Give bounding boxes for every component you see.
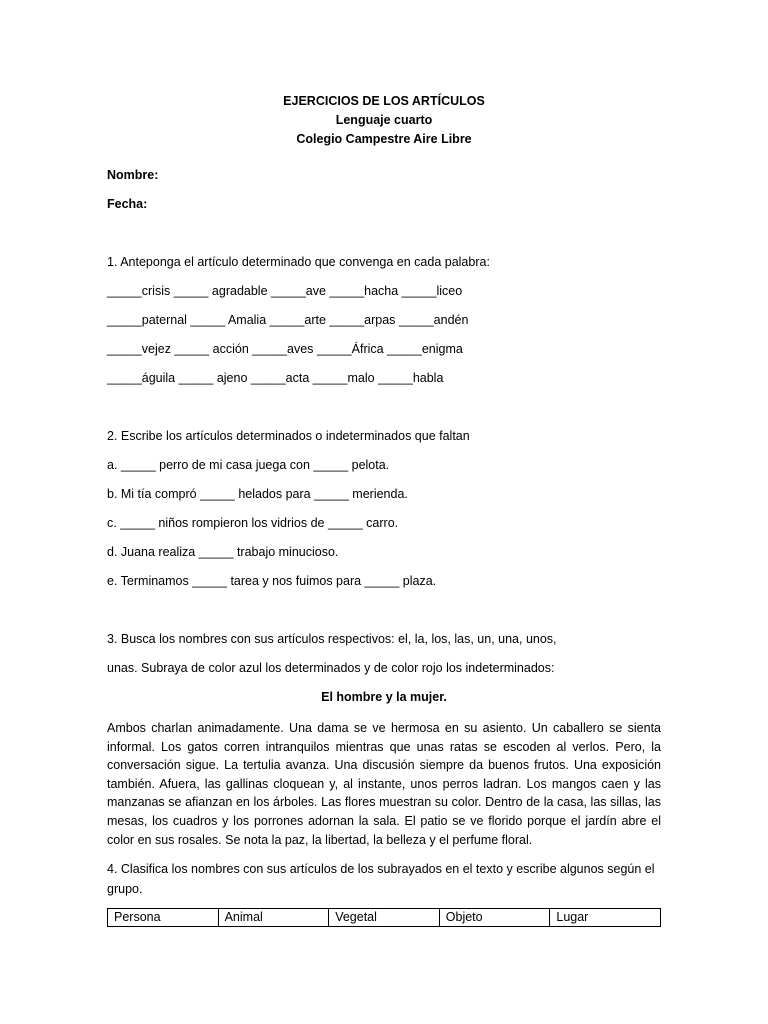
- worksheet-title: EJERCICIOS DE LOS ARTÍCULOS: [283, 94, 485, 108]
- question-2-item: b. Mi tía compró _____ helados para _____ merienda.: [107, 487, 408, 501]
- column-header-animal: Animal: [218, 909, 329, 927]
- question-3-prompt-line-1: 3. Busca los nombres con sus artículos respectivos: el, la, los, las, un, una, unos,: [107, 632, 557, 646]
- table-header-row: [108, 909, 661, 927]
- school-name: Colegio Campestre Aire Libre: [296, 132, 472, 146]
- story-title: El hombre y la mujer.: [321, 690, 447, 704]
- question-4-prompt: 4. Clasifica los nombres con sus artículos de los subrayados en el texto y escribe algunos según el grupo.: [107, 862, 655, 896]
- worksheet-subtitle: Lenguaje cuarto: [335, 113, 433, 127]
- question-1-row: _____vejez _____ acción _____aves _____África _____enigma: [107, 342, 463, 356]
- story-paragraph: Ambos charlan animadamente. Una dama se ve hermosa en su asiento. Un caballero se sienta informal. Los gatos corren intranquilos mientras que unas ratas se escoden al verlos. Pero, la conversación sigue. La tertulia avanza. Una discusión siempre da buenos frutos. Una exposición también. Afuera, las gallinas cloquean y, al instante, unos perros ladran. Los mangos caen y las manzanas se afianzan en los árboles. Las flores muestran su color. Dentro de la casa, las sillas, las mesas, los cuadros y los porrones adornan la sala. El patio se ve florido porque el jardín abre el color en sus rosales. Se nota la paz, la libertad, la belleza y el perfume floral.: [107, 721, 661, 847]
- question-2-item: c. _____ niños rompieron los vidrios de _____ carro.: [107, 516, 399, 530]
- column-header-persona: Persona: [108, 909, 219, 927]
- question-1-row: _____águila _____ ajeno _____acta _____malo _____habla: [107, 371, 444, 385]
- question-2-prompt: 2. Escribe los artículos determinados o indeterminados que faltan: [107, 429, 470, 443]
- column-header-vegetal: Vegetal: [329, 909, 440, 927]
- question-2-item: e. Terminamos _____ tarea y nos fuimos para _____ plaza.: [107, 574, 437, 588]
- question-1-prompt: 1. Anteponga el artículo determinado que convenga en cada palabra:: [107, 255, 490, 269]
- classification-table: [107, 908, 661, 927]
- column-header-lugar: Lugar: [550, 909, 661, 927]
- question-2-item: a. _____ perro de mi casa juega con _____ pelota.: [107, 458, 390, 472]
- question-1-row: _____crisis _____ agradable _____ave _____hacha _____liceo: [107, 284, 463, 298]
- column-header-objeto: Objeto: [439, 909, 550, 927]
- question-2-item: d. Juana realiza _____ trabajo minucioso.: [107, 545, 339, 559]
- question-3-prompt-line-2: unas. Subraya de color azul los determinados y de color rojo los indeterminados:: [107, 661, 555, 675]
- question-1-row: _____paternal _____ Amalia _____arte _____arpas _____andén: [107, 313, 469, 327]
- date-label: Fecha:: [107, 197, 148, 211]
- name-label: Nombre:: [107, 168, 159, 182]
